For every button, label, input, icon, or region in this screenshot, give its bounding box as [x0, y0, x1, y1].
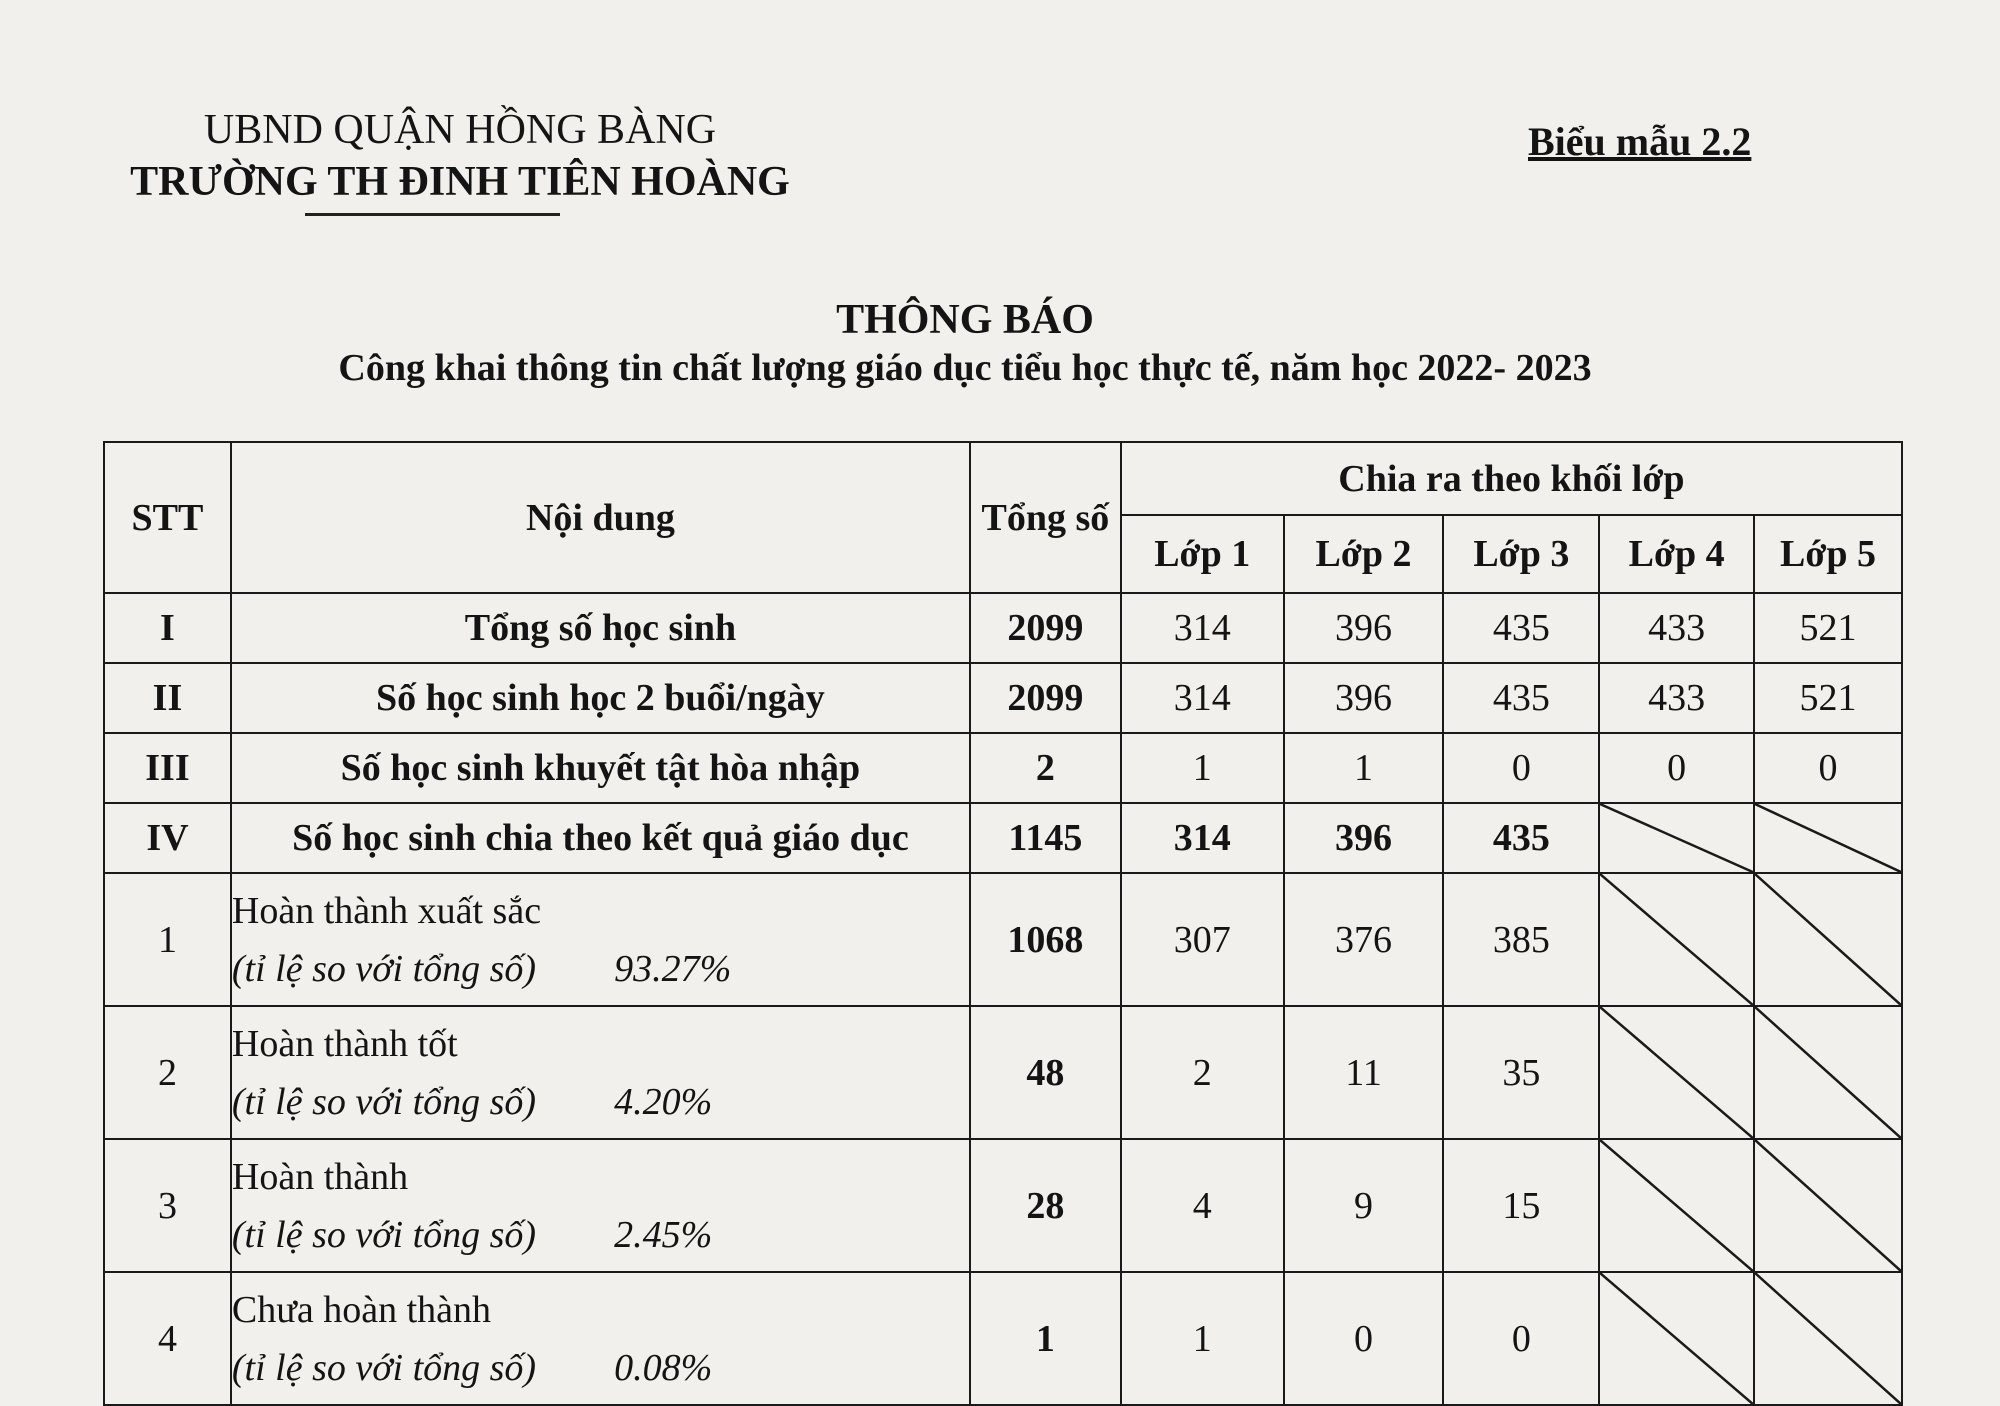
cell-grade-4: 433 — [1599, 663, 1754, 733]
education-quality-table — [103, 441, 1903, 1406]
row-stt: 3 — [104, 1139, 231, 1272]
row-stt: 2 — [104, 1006, 231, 1139]
table-row — [104, 663, 1902, 733]
header-grade-3: Lớp 3 — [1443, 515, 1599, 593]
ratio-value: 4.20% — [614, 1080, 713, 1123]
row-content-cell — [231, 1006, 970, 1139]
ratio-value: 93.27% — [614, 947, 732, 990]
row-content-cell — [231, 1272, 970, 1405]
cell-grade-1: 314 — [1121, 663, 1284, 733]
header-grade-4: Lớp 4 — [1599, 515, 1754, 593]
ratio-line — [232, 1073, 969, 1131]
header-total: Tổng số — [970, 442, 1121, 593]
cell-grade-5: 521 — [1754, 593, 1902, 663]
cell-grade-3: 385 — [1443, 873, 1599, 1006]
ratio-value: 2.45% — [614, 1213, 713, 1256]
row-stt: 1 — [104, 873, 231, 1006]
cell-grade-1: 1 — [1121, 733, 1284, 803]
cell-grade-5-crossed — [1754, 1006, 1902, 1139]
cell-grade-2: 396 — [1284, 663, 1444, 733]
issuer-block — [120, 105, 800, 216]
cell-grade-3: 435 — [1443, 663, 1599, 733]
ratio-line — [232, 1339, 969, 1397]
document-subtitle: Công khai thông tin chất lượng giáo dục tiểu học thực tế, năm học 2022- 2023 — [338, 347, 1592, 389]
cell-grade-2: 396 — [1284, 593, 1444, 663]
document-title: THÔNG BÁO — [836, 297, 1094, 343]
cell-grade-1: 2 — [1121, 1006, 1284, 1139]
table-row — [104, 593, 1902, 663]
cell-grade-3: 0 — [1443, 733, 1599, 803]
ratio-value: 0.08% — [614, 1346, 713, 1389]
cell-grade-5-crossed — [1754, 873, 1902, 1006]
ratio-line — [232, 940, 969, 998]
cell-grade-2: 1 — [1284, 733, 1444, 803]
cell-grade-5-crossed — [1754, 1272, 1902, 1405]
cell-grade-3: 35 — [1443, 1006, 1599, 1139]
row-total: 2099 — [970, 663, 1121, 733]
header-grade-2: Lớp 2 — [1284, 515, 1444, 593]
ratio-label: (tỉ lệ so với tổng số) — [231, 1080, 537, 1123]
header-stt: STT — [104, 442, 231, 593]
row-total: 1145 — [970, 803, 1121, 873]
row-stt: II — [104, 663, 231, 733]
cell-grade-5: 521 — [1754, 663, 1902, 733]
cell-grade-4-crossed — [1599, 873, 1754, 1006]
cell-grade-3: 435 — [1443, 803, 1599, 873]
cell-grade-5: 0 — [1754, 733, 1902, 803]
school-underline — [305, 213, 560, 216]
cell-grade-2: 396 — [1284, 803, 1444, 873]
ratio-label: (tỉ lệ so với tổng số) — [231, 947, 537, 990]
row-stt: 4 — [104, 1272, 231, 1405]
cell-grade-5-crossed — [1754, 803, 1902, 873]
cell-grade-1: 307 — [1121, 873, 1284, 1006]
row-content: Tổng số học sinh — [231, 593, 970, 663]
cell-grade-5-crossed — [1754, 1139, 1902, 1272]
cell-grade-4: 433 — [1599, 593, 1754, 663]
cell-grade-4-crossed — [1599, 1139, 1754, 1272]
row-content-cell — [231, 1139, 970, 1272]
row-stt: IV — [104, 803, 231, 873]
row-stt: III — [104, 733, 231, 803]
header-grade-1: Lớp 1 — [1121, 515, 1284, 593]
ratio-label: (tỉ lệ so với tổng số) — [231, 1213, 537, 1256]
table-row — [104, 1272, 1902, 1405]
cell-grade-4-crossed — [1599, 1272, 1754, 1405]
row-content: Hoàn thành xuất sắc — [231, 889, 542, 932]
cell-grade-3: 435 — [1443, 593, 1599, 663]
table-row — [104, 1139, 1902, 1272]
cell-grade-1: 314 — [1121, 593, 1284, 663]
row-content: Số học sinh học 2 buổi/ngày — [231, 663, 970, 733]
cell-grade-1: 314 — [1121, 803, 1284, 873]
cell-grade-2: 9 — [1284, 1139, 1444, 1272]
table-row — [104, 733, 1902, 803]
table-row — [104, 1006, 1902, 1139]
ratio-line — [232, 1206, 969, 1264]
cell-grade-2: 11 — [1284, 1006, 1444, 1139]
row-total: 1 — [970, 1272, 1121, 1405]
table-row — [104, 873, 1902, 1006]
cell-grade-4: 0 — [1599, 733, 1754, 803]
cell-grade-1: 1 — [1121, 1272, 1284, 1405]
header-content: Nội dung — [231, 442, 970, 593]
header-grade-group: Chia ra theo khối lớp — [1121, 442, 1902, 515]
row-stt: I — [104, 593, 231, 663]
cell-grade-4-crossed — [1599, 1006, 1754, 1139]
row-total: 28 — [970, 1139, 1121, 1272]
school-name: TRƯỜNG TH ĐINH TIÊN HOÀNG — [130, 159, 790, 205]
form-code: Biểu mẫu 2.2 — [1528, 119, 1752, 164]
table-row — [104, 803, 1902, 873]
row-content-cell — [231, 873, 970, 1006]
row-content: Số học sinh khuyết tật hòa nhập — [231, 733, 970, 803]
row-total: 2 — [970, 733, 1121, 803]
ratio-label: (tỉ lệ so với tổng số) — [231, 1346, 537, 1389]
row-total: 48 — [970, 1006, 1121, 1139]
row-content: Hoàn thành tốt — [231, 1022, 458, 1065]
cell-grade-3: 15 — [1443, 1139, 1599, 1272]
organization-name: UBND QUẬN HỒNG BÀNG — [203, 107, 717, 153]
row-content: Số học sinh chia theo kết quả giáo dục — [231, 803, 970, 873]
cell-grade-2: 376 — [1284, 873, 1444, 1006]
cell-grade-3: 0 — [1443, 1272, 1599, 1405]
cell-grade-2: 0 — [1284, 1272, 1444, 1405]
cell-grade-1: 4 — [1121, 1139, 1284, 1272]
cell-grade-4-crossed — [1599, 803, 1754, 873]
header-grade-5: Lớp 5 — [1754, 515, 1902, 593]
row-content: Hoàn thành — [231, 1155, 409, 1198]
row-total: 2099 — [970, 593, 1121, 663]
row-content: Chưa hoàn thành — [231, 1288, 491, 1331]
row-total: 1068 — [970, 873, 1121, 1006]
